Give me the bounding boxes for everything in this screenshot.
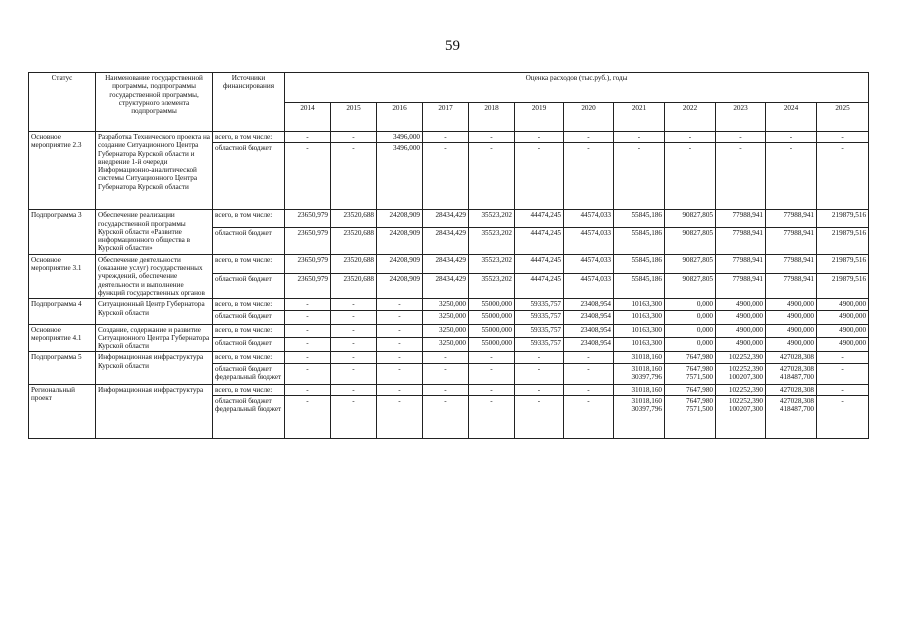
name-cell: Информационная инфраструктура (96, 384, 213, 438)
value-cell: - (716, 132, 766, 143)
value-cell: - (331, 299, 377, 310)
value-cell: 7647,980 7571,500 (665, 396, 716, 439)
value-cell: - (423, 352, 469, 363)
value-cell: 4900,000 (716, 324, 766, 338)
value-cell: 44474,245 (515, 274, 564, 299)
value-cell: 35523,202 (469, 274, 515, 299)
value-cell: 23520,688 (331, 254, 377, 273)
value-cell: 24208,909 (377, 210, 423, 227)
value-cell: - (377, 396, 423, 439)
value-cell: 24208,909 (377, 227, 423, 254)
value-cell: - (285, 299, 331, 310)
header-year: 2018 (469, 102, 515, 132)
value-cell: 28434,429 (423, 210, 469, 227)
value-cell: 219879,516 (817, 254, 869, 273)
header-year: 2016 (377, 102, 423, 132)
value-cell: - (817, 384, 869, 395)
value-cell: 44474,245 (515, 227, 564, 254)
value-cell: - (285, 384, 331, 395)
table-row (29, 254, 869, 273)
value-cell: 44574,033 (564, 227, 614, 254)
value-cell: - (377, 324, 423, 338)
value-cell: - (817, 132, 869, 143)
table-row (29, 299, 869, 310)
value-cell: - (564, 143, 614, 210)
value-cell: - (817, 396, 869, 439)
value-cell: - (817, 363, 869, 384)
value-cell: 59335,757 (515, 310, 564, 324)
value-cell: - (469, 132, 515, 143)
value-cell: - (377, 310, 423, 324)
value-cell: - (469, 396, 515, 439)
header-year: 2017 (423, 102, 469, 132)
value-cell: - (285, 143, 331, 210)
value-cell: 31018,160 30397,796 (614, 363, 665, 384)
value-cell: 3250,000 (423, 310, 469, 324)
value-cell: 4900,000 (716, 299, 766, 310)
value-cell: 23408,954 (564, 299, 614, 310)
value-cell: 23520,688 (331, 227, 377, 254)
value-cell: 35523,202 (469, 227, 515, 254)
source-cell: всего, в том числе: (213, 299, 285, 310)
value-cell: 427028,308 418487,700 (766, 363, 817, 384)
header-year: 2023 (716, 102, 766, 132)
value-cell: - (285, 352, 331, 363)
value-cell: 59335,757 (515, 324, 564, 338)
value-cell: - (331, 324, 377, 338)
value-cell: 90827,805 (665, 254, 716, 273)
value-cell: 219879,516 (817, 210, 869, 227)
value-cell: 427028,308 (766, 352, 817, 363)
source-cell: областной бюджет (213, 274, 285, 299)
value-cell: 77988,941 (716, 210, 766, 227)
value-cell: - (817, 143, 869, 210)
value-cell: - (331, 132, 377, 143)
value-cell: - (564, 363, 614, 384)
value-cell: 28434,429 (423, 274, 469, 299)
value-cell: - (469, 363, 515, 384)
value-cell: - (716, 143, 766, 210)
header-year: 2015 (331, 102, 377, 132)
value-cell: 77988,941 (716, 254, 766, 273)
value-cell: 10163,300 (614, 310, 665, 324)
value-cell: 7647,980 (665, 384, 716, 395)
value-cell: - (377, 338, 423, 352)
value-cell: 3496,000 (377, 132, 423, 143)
value-cell: 55000,000 (469, 338, 515, 352)
value-cell: - (331, 338, 377, 352)
source-cell: областной бюджет федеральный бюджет (213, 396, 285, 439)
value-cell: 4900,000 (817, 310, 869, 324)
header-year: 2019 (515, 102, 564, 132)
value-cell: 4900,000 (716, 310, 766, 324)
value-cell: 31018,160 30397,796 (614, 396, 665, 439)
value-cell: 90827,805 (665, 210, 716, 227)
value-cell: 77988,941 (766, 227, 817, 254)
source-cell: всего, в том числе: (213, 132, 285, 143)
value-cell: 7647,980 (665, 352, 716, 363)
value-cell: - (377, 384, 423, 395)
value-cell: 4900,000 (817, 324, 869, 338)
value-cell: - (515, 352, 564, 363)
value-cell: - (285, 324, 331, 338)
table-row (29, 384, 869, 395)
value-cell: - (614, 132, 665, 143)
value-cell: 90827,805 (665, 227, 716, 254)
name-cell: Обеспечение реализации государственной программы Курской области «Развитие информационного общества в Курской области» (96, 210, 213, 254)
value-cell: 3250,000 (423, 338, 469, 352)
value-cell: - (564, 352, 614, 363)
value-cell: - (515, 384, 564, 395)
value-cell: 44474,245 (515, 254, 564, 273)
value-cell: 4900,000 (766, 310, 817, 324)
source-cell: областной бюджет (213, 143, 285, 210)
value-cell: 4900,000 (817, 338, 869, 352)
value-cell: 10163,300 (614, 324, 665, 338)
header-year: 2022 (665, 102, 716, 132)
value-cell: - (817, 352, 869, 363)
value-cell: 55000,000 (469, 310, 515, 324)
value-cell: 10163,300 (614, 299, 665, 310)
value-cell: 31018,160 (614, 384, 665, 395)
header-year: 2021 (614, 102, 665, 132)
source-cell: всего, в том числе: (213, 352, 285, 363)
header-year: 2024 (766, 102, 817, 132)
header-year: 2025 (817, 102, 869, 132)
value-cell: 44574,033 (564, 210, 614, 227)
header-name: Наименование государственной программы, подпрограммы государственной программы, структурного элемента подпрограммы (96, 73, 213, 132)
value-cell: 55845,186 (614, 274, 665, 299)
value-cell: - (665, 132, 716, 143)
value-cell: 219879,516 (817, 274, 869, 299)
value-cell: 28434,429 (423, 227, 469, 254)
table-row (29, 210, 869, 227)
status-cell: Основное мероприятие 3.1 (29, 254, 96, 298)
value-cell: 55000,000 (469, 299, 515, 310)
value-cell: - (331, 363, 377, 384)
value-cell: 31018,160 (614, 352, 665, 363)
source-cell: областной бюджет (213, 227, 285, 254)
table-row (29, 324, 869, 338)
name-cell: Информационная инфраструктура Курской области (96, 352, 213, 384)
value-cell: - (469, 143, 515, 210)
header-year: 2020 (564, 102, 614, 132)
value-cell: - (423, 132, 469, 143)
value-cell: 28434,429 (423, 254, 469, 273)
value-cell: 77988,941 (716, 274, 766, 299)
value-cell: - (614, 143, 665, 210)
value-cell: - (564, 132, 614, 143)
value-cell: - (515, 143, 564, 210)
source-cell: областной бюджет (213, 310, 285, 324)
value-cell: - (515, 363, 564, 384)
value-cell: 90827,805 (665, 274, 716, 299)
value-cell: - (469, 384, 515, 395)
value-cell: 59335,757 (515, 338, 564, 352)
status-cell: Региональный проект (29, 384, 96, 438)
value-cell: 23650,979 (285, 274, 331, 299)
source-cell: областной бюджет федеральный бюджет (213, 363, 285, 384)
value-cell: - (285, 363, 331, 384)
value-cell: 4900,000 (766, 299, 817, 310)
header-status: Статус (29, 73, 96, 132)
value-cell: - (515, 132, 564, 143)
budget-table (28, 72, 869, 439)
name-cell: Создание, содержание и развитие Ситуационного Центра Губернатора Курской области (96, 324, 213, 352)
value-cell: 24208,909 (377, 254, 423, 273)
value-cell: - (331, 143, 377, 210)
value-cell: 23650,979 (285, 210, 331, 227)
status-cell: Основное мероприятие 4.1 (29, 324, 96, 352)
value-cell: 427028,308 418487,700 (766, 396, 817, 439)
value-cell: - (515, 396, 564, 439)
value-cell: 427028,308 (766, 384, 817, 395)
name-cell: Ситуационный Центр Губернатора Курской области (96, 299, 213, 324)
page-number: 59 (445, 38, 460, 54)
value-cell: 77988,941 (766, 254, 817, 273)
value-cell: 24208,909 (377, 274, 423, 299)
table-row (29, 352, 869, 363)
value-cell: 0,000 (665, 299, 716, 310)
value-cell: 23650,979 (285, 227, 331, 254)
value-cell: - (564, 384, 614, 395)
value-cell: - (285, 132, 331, 143)
value-cell: 3250,000 (423, 324, 469, 338)
value-cell: 3250,000 (423, 299, 469, 310)
value-cell: - (285, 338, 331, 352)
source-cell: областной бюджет (213, 338, 285, 352)
value-cell: 55000,000 (469, 324, 515, 338)
status-cell: Подпрограмма 3 (29, 210, 96, 254)
value-cell: 4900,000 (716, 338, 766, 352)
value-cell: 0,000 (665, 338, 716, 352)
status-cell: Подпрограмма 4 (29, 299, 96, 324)
value-cell: - (331, 352, 377, 363)
value-cell: 35523,202 (469, 210, 515, 227)
value-cell: 55845,186 (614, 254, 665, 273)
value-cell: 0,000 (665, 324, 716, 338)
value-cell: - (285, 310, 331, 324)
value-cell: 4900,000 (817, 299, 869, 310)
value-cell: - (423, 363, 469, 384)
value-cell: - (469, 352, 515, 363)
value-cell: 102252,390 (716, 352, 766, 363)
value-cell: 23520,688 (331, 210, 377, 227)
value-cell: 77988,941 (766, 210, 817, 227)
status-cell: Основное мероприятие 2.3 (29, 132, 96, 210)
value-cell: 23408,954 (564, 310, 614, 324)
value-cell: 77988,941 (716, 227, 766, 254)
value-cell: - (423, 384, 469, 395)
value-cell: 55845,186 (614, 210, 665, 227)
value-cell: 55845,186 (614, 227, 665, 254)
value-cell: 44574,033 (564, 274, 614, 299)
value-cell: 23650,979 (285, 254, 331, 273)
name-cell: Обеспечение деятельности (оказание услуг) государственных учреждений, обеспечение деятельности и выполнение функций государственных органов (96, 254, 213, 298)
value-cell: - (331, 396, 377, 439)
value-cell: 44474,245 (515, 210, 564, 227)
value-cell: - (377, 352, 423, 363)
value-cell: - (766, 143, 817, 210)
value-cell: 219879,516 (817, 227, 869, 254)
source-cell: всего, в том числе: (213, 210, 285, 227)
value-cell: 102252,390 (716, 384, 766, 395)
value-cell: 3496,000 (377, 143, 423, 210)
value-cell: - (564, 396, 614, 439)
source-cell: всего, в том числе: (213, 384, 285, 395)
value-cell: - (377, 299, 423, 310)
name-cell: Разработка Технического проекта на создание Ситуационного Центра Губернатора Курской области и внедрение 1-й очереди Информационно-аналитической системы Ситуационного Центра Губернатора Курской области (96, 132, 213, 210)
value-cell: 59335,757 (515, 299, 564, 310)
value-cell: - (377, 363, 423, 384)
value-cell: 4900,000 (766, 338, 817, 352)
value-cell: 23408,954 (564, 338, 614, 352)
value-cell: - (665, 143, 716, 210)
value-cell: 102252,390 100207,300 (716, 396, 766, 439)
source-cell: всего, в том числе: (213, 254, 285, 273)
value-cell: 4900,000 (766, 324, 817, 338)
value-cell: 35523,202 (469, 254, 515, 273)
header-source: Источники финансирования (213, 73, 285, 132)
value-cell: - (331, 310, 377, 324)
value-cell: 23408,954 (564, 324, 614, 338)
value-cell: 23520,688 (331, 274, 377, 299)
source-cell: всего, в том числе: (213, 324, 285, 338)
value-cell: - (285, 396, 331, 439)
value-cell: 0,000 (665, 310, 716, 324)
value-cell: - (331, 384, 377, 395)
value-cell: - (766, 132, 817, 143)
table-row (29, 132, 869, 143)
status-cell: Подпрограмма 5 (29, 352, 96, 384)
value-cell: - (423, 143, 469, 210)
value-cell: - (423, 396, 469, 439)
value-cell: 102252,390 100207,300 (716, 363, 766, 384)
value-cell: 77988,941 (766, 274, 817, 299)
value-cell: 10163,300 (614, 338, 665, 352)
value-cell: 44574,033 (564, 254, 614, 273)
value-cell: 7647,980 7571,500 (665, 363, 716, 384)
header-estimate: Оценка расходов (тыс.руб.), годы (285, 73, 869, 103)
header-year: 2014 (285, 102, 331, 132)
